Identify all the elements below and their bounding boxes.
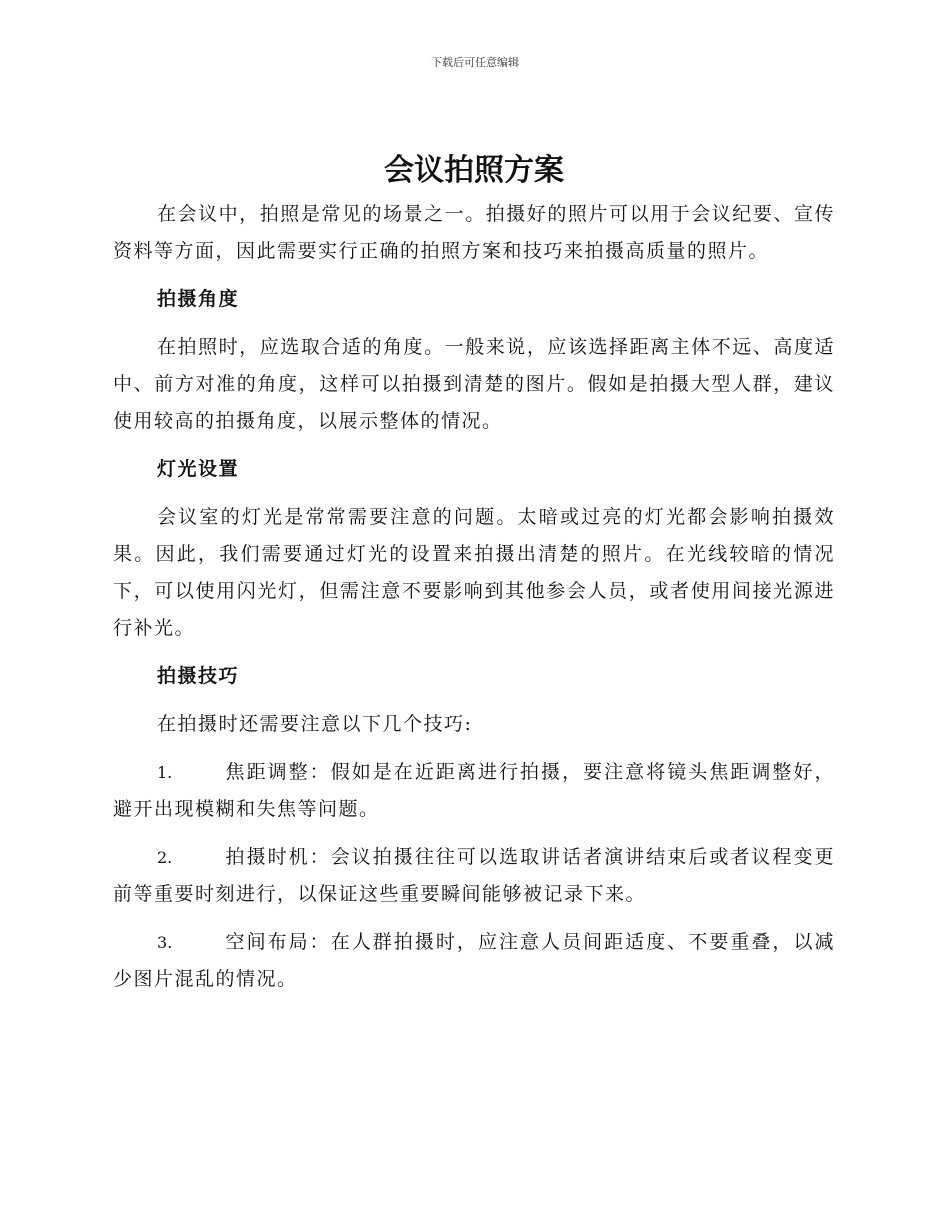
tip-text: 拍摄时机：会议拍摄往往可以选取讲话者演讲结束后或者议程变更前等重要时刻进行，以保证这些重要瞬间能够被记录下来。 bbox=[113, 846, 835, 905]
section-body-techniques: 在拍摄时还需要注意以下几个技巧: bbox=[157, 713, 473, 735]
tip-text: 空间布局：在人群拍摄时，应注意人员间距适度、不要重叠，以减少图片混乱的情况。 bbox=[113, 931, 835, 990]
section-body-lighting: 会议室的灯光是常常需要注意的问题。太暗或过亮的灯光都会影响拍摄效果。因此，我们需要通过灯光的设置来拍摄出清楚的照片。在光线较暗的情况下，可以使用闪光灯，但需注意不要影响到其他参会人员，或者使用间接光源进行补光。 bbox=[113, 506, 835, 639]
section-heading-techniques: 拍摄技巧 bbox=[157, 665, 240, 687]
tip-number: 2. bbox=[157, 848, 173, 867]
document-body bbox=[113, 146, 835, 1009]
section-heading-angle: 拍摄角度 bbox=[157, 288, 240, 310]
tip-item-layout bbox=[113, 924, 835, 998]
tip-item-focus bbox=[113, 754, 835, 828]
page-header: 下载后可任意编辑 bbox=[431, 56, 519, 69]
tip-item-timing bbox=[113, 839, 835, 913]
tip-number: 3. bbox=[157, 933, 173, 952]
tip-number: 1. bbox=[157, 763, 173, 782]
section-body-angle: 在拍照时，应选取合适的角度。一般来说，应该选择距离主体不远、高度适中、前方对准的角度，这样可以拍摄到清楚的图片。假如是拍摄大型人群，建议使用较高的拍摄角度，以展示整体的情况。 bbox=[113, 336, 835, 432]
intro-paragraph: 在会议中，拍照是常见的场景之一。拍摄好的照片可以用于会议纪要、宣传资料等方面，因此需要实行正确的拍照方案和技巧来拍摄高质量的照片。 bbox=[113, 203, 835, 262]
section-heading-lighting: 灯光设置 bbox=[157, 458, 240, 480]
tip-text: 焦距调整：假如是在近距离进行拍摄，要注意将镜头焦距调整好，避开出现模糊和失焦等问题。 bbox=[113, 761, 835, 820]
document-title: 会议拍照方案 bbox=[384, 153, 564, 188]
